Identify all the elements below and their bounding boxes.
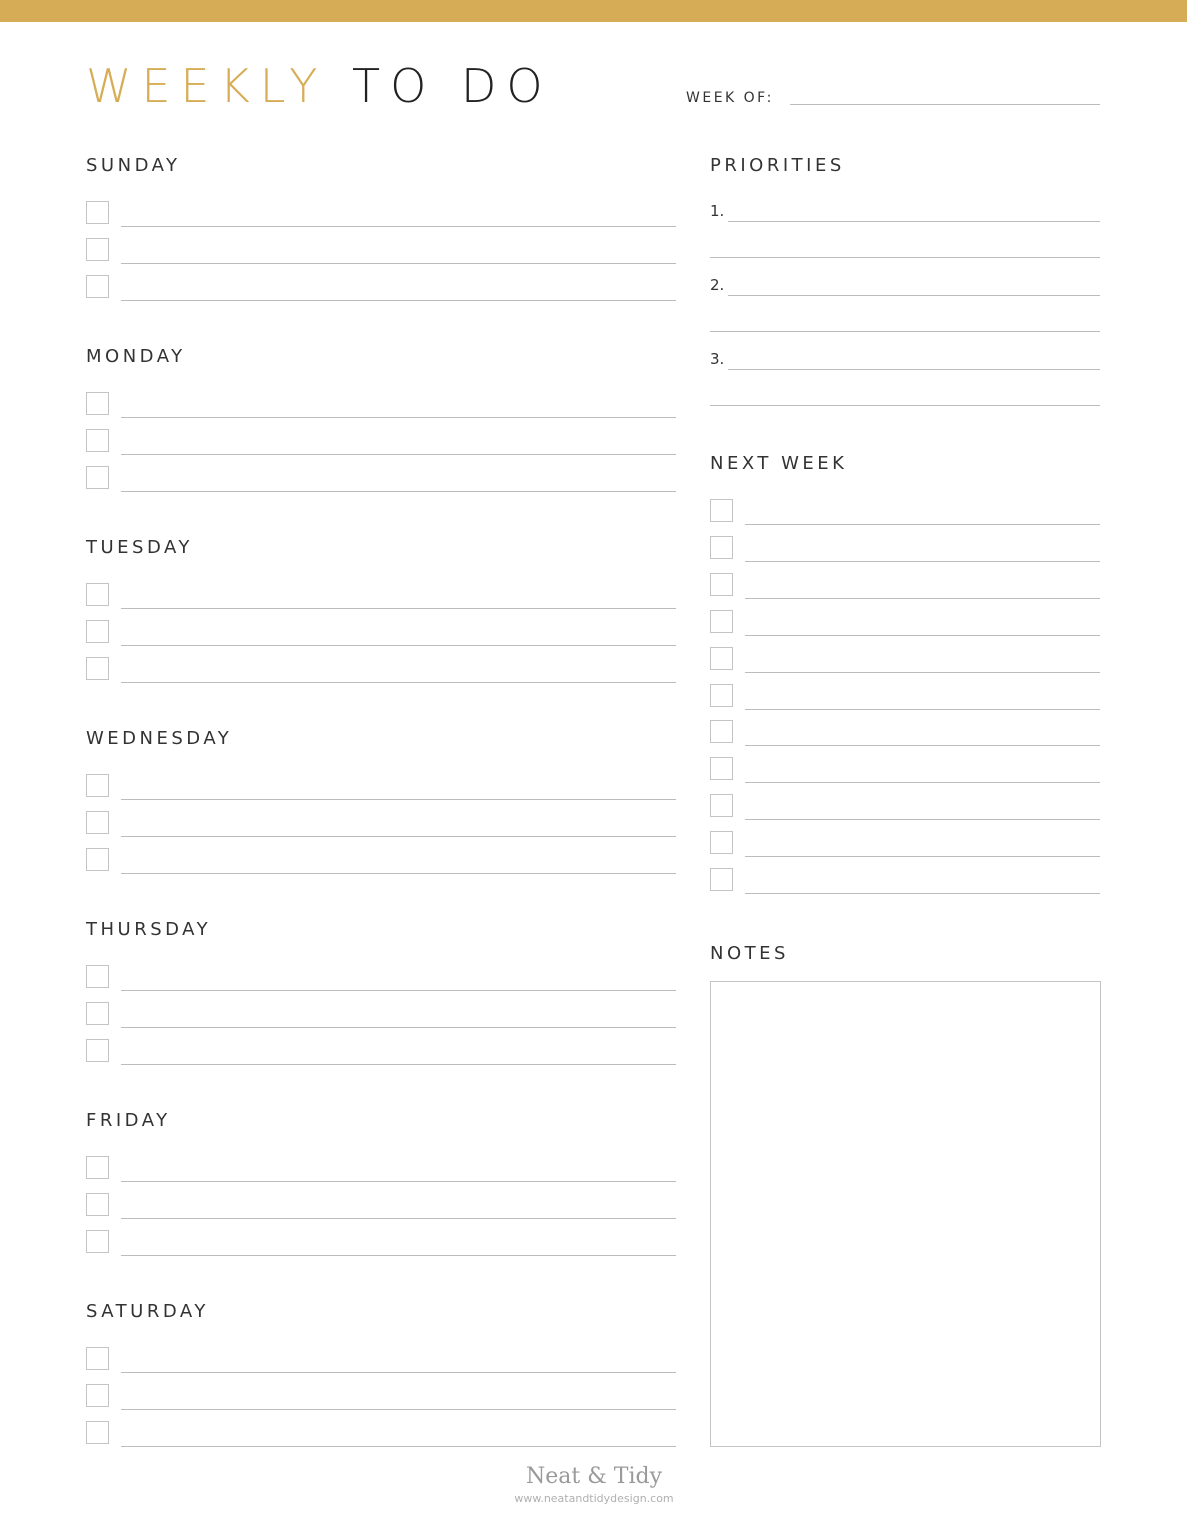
next-week-row <box>710 647 1100 673</box>
priority-line-extra[interactable] <box>710 257 1100 258</box>
task-checkbox[interactable] <box>86 1230 109 1253</box>
task-row <box>86 1193 676 1219</box>
task-line[interactable] <box>745 672 1100 673</box>
priority-line[interactable] <box>728 369 1100 370</box>
task-line[interactable] <box>745 561 1100 562</box>
next-week-row <box>710 573 1100 599</box>
week-of-field[interactable] <box>686 90 1100 106</box>
task-row <box>86 1384 676 1410</box>
task-row <box>86 583 676 609</box>
task-line[interactable] <box>745 782 1100 783</box>
task-line[interactable] <box>745 598 1100 599</box>
task-row <box>86 201 676 227</box>
task-checkbox[interactable] <box>86 1384 109 1407</box>
task-row <box>86 275 676 301</box>
task-checkbox[interactable] <box>710 684 733 707</box>
priority-number: 2. <box>710 276 725 294</box>
priority-row <box>710 202 1100 222</box>
title-todo: TO DO <box>352 59 553 113</box>
task-line[interactable] <box>121 1255 676 1256</box>
next-week-row <box>710 794 1100 820</box>
task-checkbox[interactable] <box>86 848 109 871</box>
task-line[interactable] <box>121 608 676 609</box>
task-row <box>86 1421 676 1447</box>
day-heading-thursday: THURSDAY <box>86 919 212 940</box>
day-heading-tuesday: TUESDAY <box>86 537 193 558</box>
task-line[interactable] <box>121 226 676 227</box>
task-line[interactable] <box>745 635 1100 636</box>
task-checkbox[interactable] <box>710 794 733 817</box>
task-checkbox[interactable] <box>86 429 109 452</box>
task-line[interactable] <box>745 893 1100 894</box>
task-line[interactable] <box>121 990 676 991</box>
task-row <box>86 1347 676 1373</box>
task-line[interactable] <box>121 1372 676 1373</box>
day-heading-saturday: SATURDAY <box>86 1301 209 1322</box>
task-checkbox[interactable] <box>710 499 733 522</box>
task-checkbox[interactable] <box>86 1347 109 1370</box>
task-line[interactable] <box>745 524 1100 525</box>
priority-number: 1. <box>710 202 725 220</box>
task-row <box>86 1156 676 1182</box>
task-checkbox[interactable] <box>86 620 109 643</box>
task-checkbox[interactable] <box>86 774 109 797</box>
next-week-row <box>710 536 1100 562</box>
brand-url: www.neatandtidydesign.com <box>514 1492 674 1505</box>
task-line[interactable] <box>121 300 676 301</box>
task-line[interactable] <box>745 745 1100 746</box>
task-line[interactable] <box>745 819 1100 820</box>
task-checkbox[interactable] <box>710 831 733 854</box>
priority-line-extra[interactable] <box>710 405 1100 406</box>
next-week-row <box>710 499 1100 525</box>
task-row <box>86 1039 676 1065</box>
task-checkbox[interactable] <box>86 392 109 415</box>
task-line[interactable] <box>121 1064 676 1065</box>
task-line[interactable] <box>121 1218 676 1219</box>
task-checkbox[interactable] <box>86 275 109 298</box>
priority-line[interactable] <box>728 221 1100 222</box>
day-heading-monday: MONDAY <box>86 346 186 367</box>
priority-row <box>710 276 1100 296</box>
next-week-row <box>710 868 1100 894</box>
next-week-row <box>710 757 1100 783</box>
task-row <box>86 848 676 874</box>
task-line[interactable] <box>121 682 676 683</box>
task-line[interactable] <box>121 645 676 646</box>
task-line[interactable] <box>121 454 676 455</box>
brand-logo: Neat & Tidy <box>525 1464 663 1489</box>
task-row <box>86 620 676 646</box>
task-checkbox[interactable] <box>86 201 109 224</box>
priority-row <box>710 350 1100 370</box>
task-row <box>86 1002 676 1028</box>
task-line[interactable] <box>745 709 1100 710</box>
day-heading-sunday: SUNDAY <box>86 155 181 176</box>
task-row <box>86 811 676 837</box>
next-week-row <box>710 720 1100 746</box>
task-checkbox[interactable] <box>86 1156 109 1179</box>
priorities-heading: PRIORITIES <box>710 155 845 176</box>
task-line[interactable] <box>121 417 676 418</box>
week-of-line[interactable] <box>790 104 1100 105</box>
day-heading-friday: FRIDAY <box>86 1110 171 1131</box>
task-line[interactable] <box>121 1181 676 1182</box>
task-row <box>86 965 676 991</box>
task-checkbox[interactable] <box>86 1039 109 1062</box>
page-title <box>86 58 553 114</box>
task-row <box>86 238 676 264</box>
task-checkbox[interactable] <box>86 1002 109 1025</box>
task-checkbox[interactable] <box>710 536 733 559</box>
task-line[interactable] <box>745 856 1100 857</box>
day-heading-wednesday: WEDNESDAY <box>86 728 233 749</box>
task-line[interactable] <box>121 873 676 874</box>
task-line[interactable] <box>121 1027 676 1028</box>
task-checkbox[interactable] <box>86 238 109 261</box>
next-week-row <box>710 684 1100 710</box>
task-row <box>86 429 676 455</box>
task-checkbox[interactable] <box>710 757 733 780</box>
task-row <box>86 1230 676 1256</box>
task-line[interactable] <box>121 836 676 837</box>
task-line[interactable] <box>121 263 676 264</box>
task-line[interactable] <box>121 1446 676 1447</box>
next-week-row <box>710 831 1100 857</box>
task-checkbox[interactable] <box>86 657 109 680</box>
task-line[interactable] <box>121 491 676 492</box>
task-checkbox[interactable] <box>710 868 733 891</box>
task-row <box>86 774 676 800</box>
task-row <box>86 392 676 418</box>
week-of-label: WEEK OF: <box>686 90 774 106</box>
notes-heading: NOTES <box>710 943 789 964</box>
task-checkbox[interactable] <box>710 610 733 633</box>
task-checkbox[interactable] <box>86 1421 109 1444</box>
task-line[interactable] <box>121 1409 676 1410</box>
task-checkbox[interactable] <box>86 965 109 988</box>
task-checkbox[interactable] <box>710 573 733 596</box>
task-row <box>86 657 676 683</box>
task-checkbox[interactable] <box>86 1193 109 1216</box>
priority-number: 3. <box>710 350 725 368</box>
task-checkbox[interactable] <box>710 720 733 743</box>
task-checkbox[interactable] <box>710 647 733 670</box>
next-week-row <box>710 610 1100 636</box>
task-row <box>86 466 676 492</box>
task-line[interactable] <box>121 799 676 800</box>
notes-box[interactable] <box>710 981 1101 1447</box>
title-weekly: WEEKLY <box>86 59 328 113</box>
task-checkbox[interactable] <box>86 811 109 834</box>
priority-line-extra[interactable] <box>710 331 1100 332</box>
priority-line[interactable] <box>728 295 1100 296</box>
next-week-heading: NEXT WEEK <box>710 453 848 474</box>
task-checkbox[interactable] <box>86 583 109 606</box>
top-accent-bar <box>0 0 1187 22</box>
task-checkbox[interactable] <box>86 466 109 489</box>
